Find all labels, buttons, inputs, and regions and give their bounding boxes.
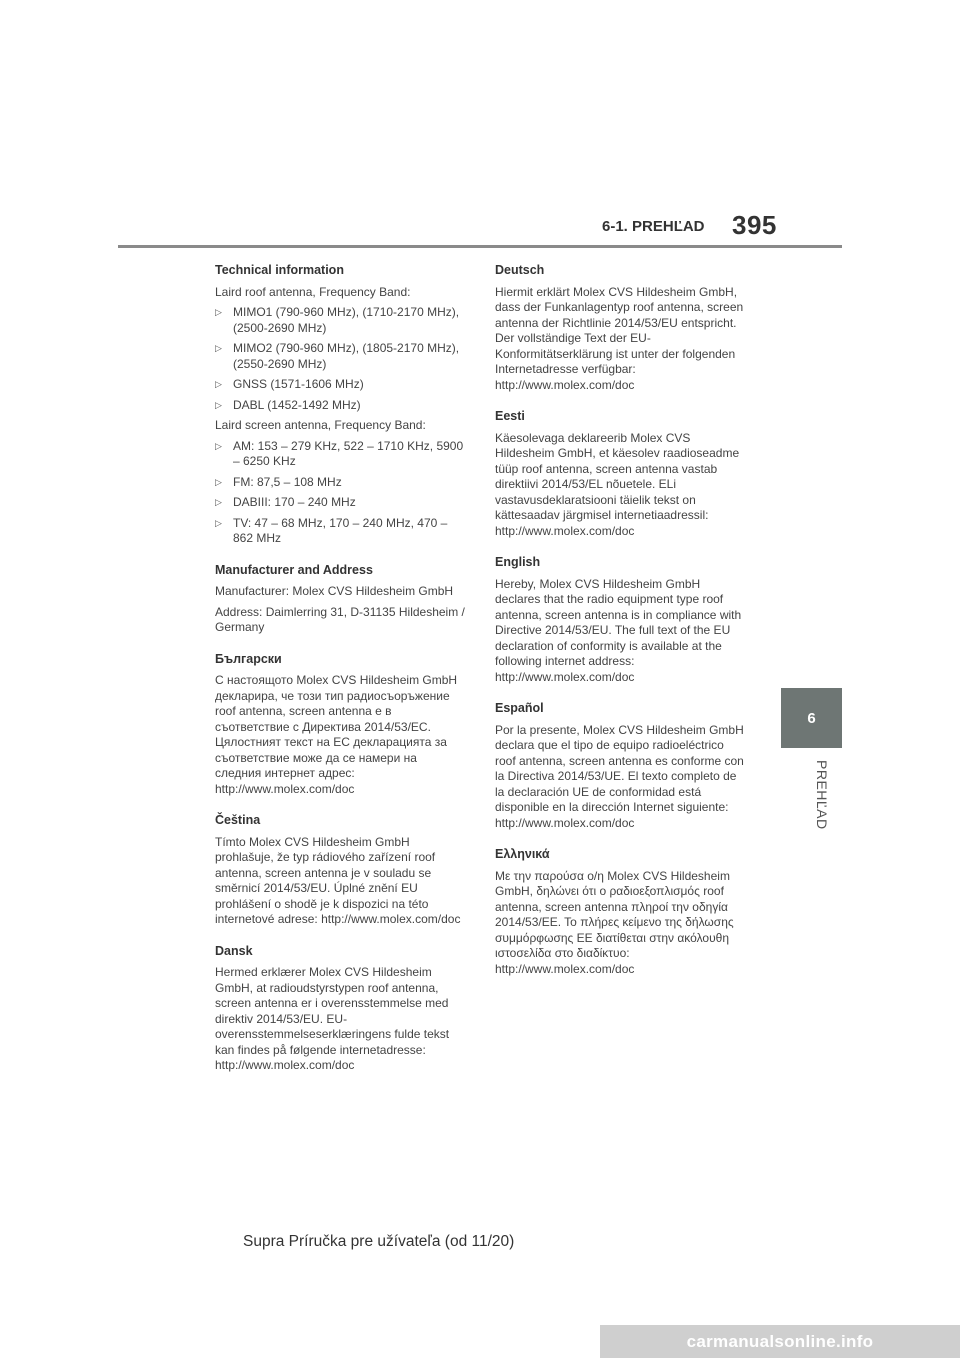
watermark-text: carmanualsonline.info: [686, 1331, 874, 1351]
manufacturer-address: Address: Daimlerring 31, D-31135 Hildesheim / Germany: [215, 604, 465, 634]
triangle-right-icon: ▷: [215, 517, 222, 528]
list-item: ▷ DABL (1452-1492 MHz): [215, 397, 361, 412]
manufacturer-section: [215, 563, 465, 636]
screen-band-list: [215, 439, 465, 547]
list-item: ▷ AM: 153 – 279 KHz, 522 – 1710 KHz, 5900 – 6250 KHz: [215, 438, 464, 468]
section-heading: Български: [215, 651, 282, 666]
section-heading: Dansk: [215, 943, 253, 958]
triangle-right-icon: ▷: [215, 307, 222, 317]
section-heading: Español: [495, 701, 544, 715]
section-text: Hiermit erklärt Molex CVS Hildesheim GmbH, dass der Funkanlagentyp roof antenna, screen antenna der Richtlinie 2014/53/EU entspricht. Der vollständige Text der EU-Konformitätserklärung ist unter der folgenden Internetadresse verfügbar: http://www.molex.com/doc: [495, 284, 744, 392]
estonian-section: [495, 409, 747, 539]
section-text: С настоящото Molex CVS Hildesheim GmbH декларира, че този тип радиосъоръжение roof antenna, screen antenna е в съответствие с Директива 2014/53/ЕС. Цялостният текст на ЕС декларацията за съответствие може да се намери на следния интернет адрес: http://www.molex.com/doc: [215, 673, 458, 796]
section-heading: Manufacturer and Address: [215, 562, 373, 577]
english-section: [495, 555, 747, 685]
section-text: Hereby, Molex CVS Hildesheim GmbH declares that the radio equipment type roof antenna, screen antenna is in compliance with Directive 2014/53/EU. The full text of the EU declaration of conformity is available at the following internet address: http://www.molex.com/doc: [495, 576, 742, 684]
section-text: Käesolevaga deklareerib Molex CVS Hildesheim GmbH, et käesolev raadioseadme tüüp roof antenna, screen antenna vastab direktiivi 2014/53/EL nõuetele. ELi vastavusdeklaratsiooni täielik tekst on kättesaadav järgmisel internetiaadressil: http://www.molex.com/doc: [495, 430, 740, 538]
triangle-right-icon: ▷: [215, 343, 222, 353]
page-number: 395: [732, 210, 777, 240]
bulgarian-section: [215, 652, 465, 798]
manufacturer-name: Manufacturer: Molex CVS Hildesheim GmbH: [215, 584, 454, 598]
greek-section: [495, 847, 747, 977]
chapter-label: PREHĽAD: [814, 760, 830, 830]
list-item: ▷ FM: 87,5 – 108 MHz: [215, 474, 342, 489]
section-heading: Technical information: [215, 263, 344, 277]
chapter-number: 6: [807, 709, 816, 727]
screen-antenna-intro: Laird screen antenna, Frequency Band:: [215, 418, 426, 432]
triangle-right-icon: ▷: [215, 399, 222, 410]
triangle-right-icon: ▷: [215, 497, 222, 507]
roof-antenna-intro: Laird roof antenna, Frequency Band:: [215, 284, 411, 299]
left-column: [215, 263, 465, 1090]
section-heading: Eesti: [495, 409, 525, 423]
section-title: 6-1. PREHĽAD: [602, 218, 705, 235]
triangle-right-icon: ▷: [215, 379, 222, 389]
triangle-right-icon: ▷: [215, 476, 222, 487]
list-item: ▷ DABIII: 170 – 240 MHz: [215, 495, 356, 509]
danish-section: [215, 944, 465, 1074]
roof-band-list: [215, 305, 465, 413]
section-text: Με την παρούσα ο/η Molex CVS Hildesheim GmbH, δηλώνει ότι ο ραδιοεξοπλισμός roof antenna, screen antenna πληροί την οδηγία 2014/53/ΕΕ. Το πλήρες κείμενο της δήλωσης συμμόρφωσης ΕΕ διατίθεται στην ακόλουθη ιστοσελίδα στο διαδίκτυο: http://www.molex.com/doc: [495, 868, 734, 976]
chapter-tab: [781, 688, 842, 748]
header-rule: [118, 245, 842, 248]
section-text: Tímto Molex CVS Hildesheim GmbH prohlašuje, že typ rádiového zařízení roof antenna, screen antenna je v souladu se směrnicí 2014/53/EU. Úplné znění EU prohlášení o shodě je k dispozici na této internetové adrese: http://www.molex.com/doc: [215, 834, 461, 926]
section-heading: Deutsch: [495, 263, 545, 277]
technical-information-section: [215, 263, 465, 547]
section-text: Por la presente, Molex CVS Hildesheim GmbH declara que el tipo de equipo radioeléctrico roof antenna, screen antenna es conforme con la Directiva 2014/53/UE. El texto completo de la declaración UE de conformidad está disponible en la dirección Internet siguiente: http://www.molex.com/doc: [495, 722, 744, 830]
footer-text: Supra Príručka pre užívateľa (od 11/20): [243, 1233, 515, 1250]
list-item: ▷ MIMO1 (790-960 MHz), (1710-2170 MHz), (2500-2690 MHz): [215, 305, 460, 335]
german-section: [495, 263, 747, 393]
section-heading: Čeština: [215, 813, 261, 827]
section-text: Hermed erklærer Molex CVS Hildesheim GmbH, at radioudstyrstypen roof antenna, screen antenna er i overensstemmelse med direktiv 2014/53/EU. EU-overensstemmelseserklæringens fulde tekst kan findes på følgende internetadresse: http://www.molex.com/doc: [215, 965, 450, 1072]
list-item: ▷ TV: 47 – 68 MHz, 170 – 240 MHz, 470 – 862 MHz: [215, 515, 448, 545]
section-heading: English: [495, 555, 541, 569]
right-column: [495, 263, 747, 993]
watermark-banner[interactable]: [600, 1325, 960, 1358]
czech-section: [215, 813, 465, 928]
list-item: ▷ MIMO2 (790-960 MHz), (1805-2170 MHz), (2550-2690 MHz): [215, 341, 460, 371]
spanish-section: [495, 701, 747, 831]
section-heading: Ελληνικά: [495, 847, 550, 861]
triangle-right-icon: ▷: [215, 440, 222, 451]
list-item: ▷ GNSS (1571-1606 MHz): [215, 377, 364, 391]
